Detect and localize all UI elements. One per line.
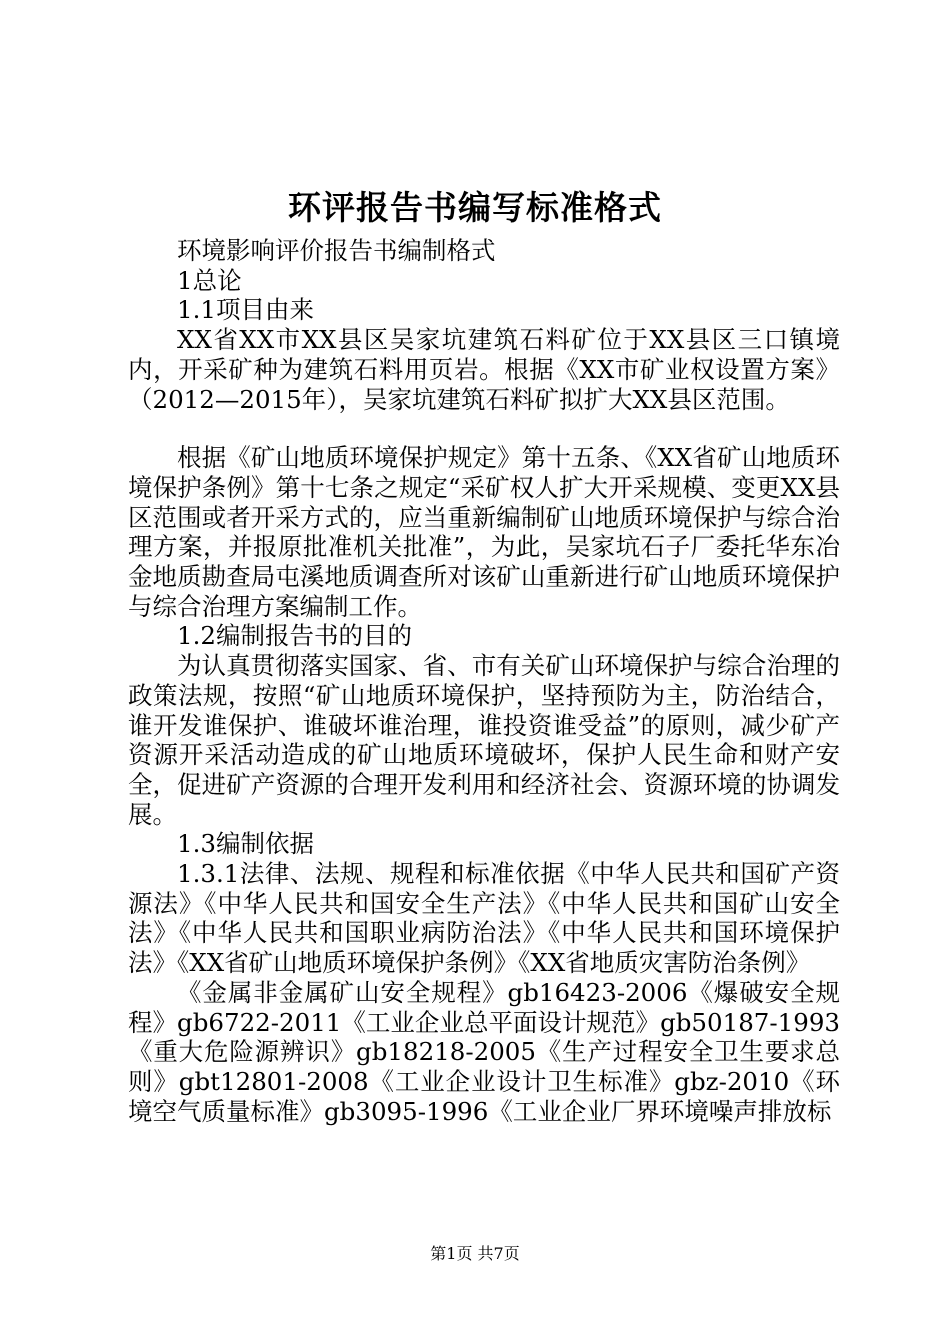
heading-report-purpose: 1.2编制报告书的目的 [177,621,412,651]
paragraph-standards: 《金属非金属矿山安全规程》gb16423-2006《爆破安全规程》gb6722-2011《工业企业总平面设计规范》gb50187-1993《重大危险源辨识》gb18218-2005《生产过程安全卫生要求总则》gbt12801-2008《工业企业设计卫生标准》gbz-2010《环境空气质量标准》gb3095-1996《工业企业厂界环境噪声排放标 [128,977,840,1126]
paragraph-laws-regulations: 1.3.1法律、法规、规程和标准依据《中华人民共和国矿产资源法》《中华人民共和国安全生产法》《中华人民共和国矿山安全法》《中华人民共和国职业病防治法》《中华人民共和国环境保护法》《XX省矿山地质环境保护条例》《XX省地质灾害防治条例》 [128,859,840,978]
document-body [128,236,840,1126]
heading-compilation-basis: 1.3编制依据 [177,829,314,859]
heading-overview: 1总论 [177,265,242,295]
paragraph-report-purpose: 为认真贯彻落实国家、省、市有关矿山环境保护与综合治理的政策法规，按照“矿山地质环境保护，坚持预防为主，防治结合，谁开发谁保护、谁破坏谁治理，谁投资谁受益”的原则，减少矿产资源开采活动造成的矿山地质环境破坏，保护人民生命和财产安全，促进矿产资源的合理开发利用和经济社会、资源环境的协调发展。 [128,651,840,829]
page-number-footer: 第1页 共7页 [430,1244,520,1263]
paragraph-regulation-basis: 根据《矿山地质环境保护规定》第十五条、《XX省矿山地质环境保护条例》第十七条之规定“采矿权人扩大开采规模、变更XX县区范围或者开采方式的，应当重新编制矿山地质环境保护与综合治理方案，并报原批准机关批准”，为此，吴家坑石子厂委托华东冶金地质勘查局屯溪地质调查所对该矿山重新进行矿山地质环境保护与综合治理方案编制工作。 [128,443,840,621]
paragraph-subtitle: 环境影响评价报告书编制格式 [177,236,496,265]
document-title: 环评报告书编写标准格式 [288,188,662,227]
heading-project-origin: 1.1项目由来 [177,295,314,325]
paragraph-project-origin: XX省XX市XX县区吴家坑建筑石料矿位于XX县区三口镇境内，开采矿种为建筑石料用页岩。根据《XX市矿业权设置方案》（2012—2015年），吴家坑建筑石料矿拟扩大XX县区范围。 [128,325,840,414]
